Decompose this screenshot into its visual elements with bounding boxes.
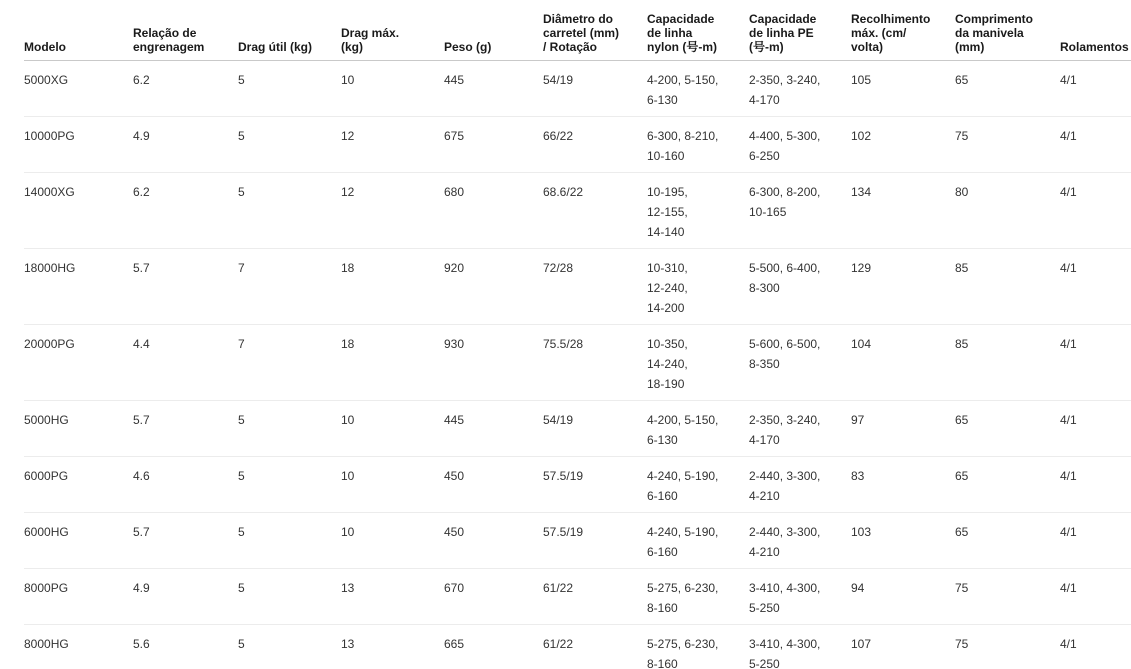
column-header-line: (kg) <box>341 39 363 54</box>
cell-line: 6-160 <box>647 544 678 559</box>
cell-bearings: 4/1 <box>1060 568 1131 624</box>
cell-usable_drag: 5 <box>238 568 341 624</box>
cell-handle: 75 <box>955 568 1060 624</box>
cell-line: 5-500, 6-400, <box>749 260 821 275</box>
cell-usable_drag: 7 <box>238 248 341 324</box>
cell-nylon <box>647 60 749 116</box>
cell-handle: 65 <box>955 512 1060 568</box>
cell-line: 5-600, 6-500, <box>749 336 821 351</box>
cell-pe <box>749 456 851 512</box>
cell-line: 3-410, 4-300, <box>749 580 821 595</box>
cell-retrieve: 83 <box>851 456 955 512</box>
column-header-max_drag <box>341 0 444 60</box>
table-row <box>24 248 1131 324</box>
cell-line: 3-410, 4-300, <box>749 636 821 651</box>
cell-line: 14-240, <box>647 356 688 371</box>
cell-line: 10-310, <box>647 260 688 275</box>
cell-gear_ratio: 4.9 <box>133 116 238 172</box>
cell-line: 8-160 <box>647 600 678 615</box>
column-header-gear_ratio <box>133 0 238 60</box>
column-header-line: (mm) <box>955 39 985 54</box>
cell-line: 5-275, 6-230, <box>647 636 719 651</box>
cell-retrieve: 104 <box>851 324 955 400</box>
cell-retrieve: 102 <box>851 116 955 172</box>
column-header-line: / Rotação <box>543 39 598 54</box>
cell-usable_drag: 5 <box>238 116 341 172</box>
cell-line: 14-200 <box>647 300 685 315</box>
column-header-nylon <box>647 0 749 60</box>
cell-retrieve: 103 <box>851 512 955 568</box>
cell-model: 8000PG <box>24 568 133 624</box>
column-header-line: da manivela <box>955 25 1024 40</box>
cell-line: 4-240, 5-190, <box>647 524 719 539</box>
column-header-line: Peso (g) <box>444 39 492 54</box>
cell-nylon <box>647 172 749 248</box>
cell-retrieve: 134 <box>851 172 955 248</box>
table-row <box>24 456 1131 512</box>
cell-max_drag: 10 <box>341 60 444 116</box>
cell-gear_ratio: 4.9 <box>133 568 238 624</box>
cell-retrieve: 129 <box>851 248 955 324</box>
cell-gear_ratio: 5.7 <box>133 248 238 324</box>
column-header-line: volta) <box>851 39 884 54</box>
cell-spool: 72/28 <box>543 248 647 324</box>
cell-max_drag: 13 <box>341 636 355 651</box>
cell-bearings: 4/1 <box>1060 400 1131 456</box>
cell-model: 5000HG <box>24 400 133 456</box>
column-header-pe <box>749 0 851 60</box>
cell-line: 8-160 <box>647 656 678 669</box>
cell-max_drag: 18 <box>341 324 444 400</box>
table-body <box>24 60 1131 669</box>
column-header-line: carretel (mm) <box>543 25 620 40</box>
cell-model: 10000PG <box>24 116 133 172</box>
column-header-line: Relação de <box>133 25 197 40</box>
cell-weight: 445 <box>444 400 543 456</box>
cell-line: 2-440, 3-300, <box>749 524 821 539</box>
cell-line: 5-250 <box>749 600 780 615</box>
cell-handle: 65 <box>955 400 1060 456</box>
cell-nylon <box>647 456 749 512</box>
table-row <box>24 324 1131 400</box>
column-header-model <box>24 0 133 60</box>
cell-bearings: 4/1 <box>1060 512 1131 568</box>
cell-max_drag: 10 <box>341 456 444 512</box>
cell-gear_ratio: 4.4 <box>133 324 238 400</box>
cell-max_drag: 12 <box>341 172 444 248</box>
cell-weight: 675 <box>444 116 543 172</box>
cell-line: 4-170 <box>749 92 780 107</box>
column-header-line: Diâmetro do <box>543 11 614 26</box>
cell-max_drag: 10 <box>341 512 444 568</box>
cell-gear_ratio: 4.6 <box>133 456 238 512</box>
cell-line: 10-350, <box>647 336 688 351</box>
cell-line: 8-350 <box>749 356 780 371</box>
cell-max_drag: 18 <box>341 248 444 324</box>
column-header-line: (号-m) <box>749 39 784 54</box>
cell-handle: 65 <box>955 60 1060 116</box>
cell-model: 18000HG <box>24 248 133 324</box>
column-header-line: de linha PE <box>749 25 814 40</box>
cell-gear_ratio: 6.2 <box>133 172 238 248</box>
cell-line: 6-300, 8-210, <box>647 128 719 143</box>
cell-gear_ratio: 5.6 <box>133 636 150 651</box>
cell-model: 8000HG <box>24 636 69 651</box>
cell-usable_drag: 5 <box>238 456 341 512</box>
cell-line: 6-160 <box>647 488 678 503</box>
cell-weight: 680 <box>444 172 543 248</box>
column-header-handle <box>955 0 1060 60</box>
cell-model: 20000PG <box>24 324 133 400</box>
cell-pe <box>749 116 851 172</box>
cell-line: 8-300 <box>749 280 780 295</box>
table-row <box>24 116 1131 172</box>
cell-line: 5-250 <box>749 656 780 669</box>
cell-line: 4-170 <box>749 432 780 447</box>
cell-line: 5-275, 6-230, <box>647 580 719 595</box>
column-header-line: Capacidade <box>749 11 817 26</box>
header-row <box>24 0 1131 60</box>
spec-table-container <box>24 0 1131 669</box>
cell-handle: 75 <box>955 116 1060 172</box>
column-header-line: de linha <box>647 25 693 40</box>
cell-pe <box>749 400 851 456</box>
cell-spool: 54/19 <box>543 400 647 456</box>
cell-pe <box>749 248 851 324</box>
cell-usable_drag: 5 <box>238 636 245 651</box>
cell-nylon <box>647 400 749 456</box>
cell-gear_ratio: 5.7 <box>133 400 238 456</box>
column-header-usable_drag <box>238 0 341 60</box>
cell-retrieve: 94 <box>851 568 955 624</box>
cell-spool: 75.5/28 <box>543 324 647 400</box>
column-header-weight <box>444 0 543 60</box>
cell-line: 10-160 <box>647 148 685 163</box>
cell-bearings: 4/1 <box>1060 172 1131 248</box>
cell-pe <box>749 624 851 669</box>
cell-usable_drag: 5 <box>238 172 341 248</box>
cell-line: 4-200, 5-150, <box>647 412 719 427</box>
cell-retrieve: 105 <box>851 60 955 116</box>
table-row <box>24 172 1131 248</box>
cell-retrieve: 107 <box>851 636 872 651</box>
cell-nylon <box>647 116 749 172</box>
column-header-line: Recolhimento <box>851 11 931 26</box>
column-header-line: Drag útil (kg) <box>238 39 312 54</box>
cell-line: 4-200, 5-150, <box>647 72 719 87</box>
cell-model: 14000XG <box>24 172 133 248</box>
cell-nylon <box>647 324 749 400</box>
cell-pe <box>749 60 851 116</box>
cell-weight: 670 <box>444 568 543 624</box>
reel-spec-table <box>24 0 1131 669</box>
cell-gear_ratio: 6.2 <box>133 60 238 116</box>
table-row <box>24 400 1131 456</box>
cell-line: 6-250 <box>749 148 780 163</box>
table-row <box>24 60 1131 116</box>
cell-handle: 75 <box>955 636 969 651</box>
cell-handle: 80 <box>955 172 1060 248</box>
cell-line: 6-130 <box>647 432 678 447</box>
cell-line: 4-210 <box>749 544 780 559</box>
cell-nylon <box>647 512 749 568</box>
cell-line: 12-240, <box>647 280 688 295</box>
cell-line: 6-300, 8-200, <box>749 184 821 199</box>
cell-pe <box>749 172 851 248</box>
cell-bearings: 4/1 <box>1060 636 1077 651</box>
cell-pe <box>749 324 851 400</box>
cell-model: 6000PG <box>24 456 133 512</box>
cell-max_drag: 12 <box>341 116 444 172</box>
cell-bearings: 4/1 <box>1060 60 1131 116</box>
cell-spool: 66/22 <box>543 116 647 172</box>
table-row <box>24 568 1131 624</box>
column-header-line: Comprimento <box>955 11 1033 26</box>
column-header-retrieve <box>851 0 955 60</box>
cell-handle: 85 <box>955 248 1060 324</box>
cell-line: 2-350, 3-240, <box>749 412 821 427</box>
cell-bearings: 4/1 <box>1060 116 1131 172</box>
column-header-line: Capacidade <box>647 11 715 26</box>
cell-nylon <box>647 624 749 669</box>
cell-weight: 920 <box>444 248 543 324</box>
cell-line: 12-155, <box>647 204 688 219</box>
cell-handle: 65 <box>955 456 1060 512</box>
cell-handle: 85 <box>955 324 1060 400</box>
cell-line: 18-190 <box>647 376 685 391</box>
cell-gear_ratio: 5.7 <box>133 512 238 568</box>
cell-line: 4-240, 5-190, <box>647 468 719 483</box>
cell-weight: 665 <box>444 636 465 651</box>
cell-bearings: 4/1 <box>1060 324 1131 400</box>
cell-retrieve: 97 <box>851 400 955 456</box>
cell-line: 2-440, 3-300, <box>749 468 821 483</box>
cell-line: 6-130 <box>647 92 678 107</box>
column-header-line: engrenagem <box>133 39 205 54</box>
column-header-spool <box>543 0 647 60</box>
column-header-line: Modelo <box>24 39 66 54</box>
cell-weight: 450 <box>444 456 543 512</box>
cell-spool: 61/22 <box>543 568 647 624</box>
cell-spool: 61/22 <box>543 636 574 651</box>
cell-line: 10-165 <box>749 204 787 219</box>
cell-line: 14-140 <box>647 224 685 239</box>
cell-line: 4-400, 5-300, <box>749 128 821 143</box>
cell-line: 4-210 <box>749 488 780 503</box>
cell-spool: 57.5/19 <box>543 456 647 512</box>
cell-max_drag: 10 <box>341 400 444 456</box>
column-header-line: nylon (号-m) <box>647 39 717 54</box>
cell-pe <box>749 512 851 568</box>
column-header-line: máx. (cm/ <box>851 25 907 40</box>
cell-pe <box>749 568 851 624</box>
cell-weight: 450 <box>444 512 543 568</box>
column-header-line: Rolamentos <box>1060 39 1129 54</box>
cell-max_drag: 13 <box>341 568 444 624</box>
cell-model: 6000HG <box>24 512 133 568</box>
cell-line: 10-195, <box>647 184 688 199</box>
cell-bearings: 4/1 <box>1060 456 1131 512</box>
cell-bearings: 4/1 <box>1060 248 1131 324</box>
cell-weight: 930 <box>444 324 543 400</box>
cell-usable_drag: 5 <box>238 512 341 568</box>
cell-spool: 54/19 <box>543 60 647 116</box>
column-header-line: Drag máx. <box>341 25 400 40</box>
table-row <box>24 624 1131 669</box>
cell-spool: 57.5/19 <box>543 512 647 568</box>
cell-model: 5000XG <box>24 60 133 116</box>
cell-usable_drag: 5 <box>238 400 341 456</box>
cell-usable_drag: 5 <box>238 60 341 116</box>
cell-spool: 68.6/22 <box>543 172 647 248</box>
cell-weight: 445 <box>444 60 543 116</box>
cell-nylon <box>647 568 749 624</box>
cell-usable_drag: 7 <box>238 324 341 400</box>
cell-line: 2-350, 3-240, <box>749 72 821 87</box>
cell-nylon <box>647 248 749 324</box>
column-header-bearings <box>1060 0 1131 60</box>
table-row <box>24 512 1131 568</box>
